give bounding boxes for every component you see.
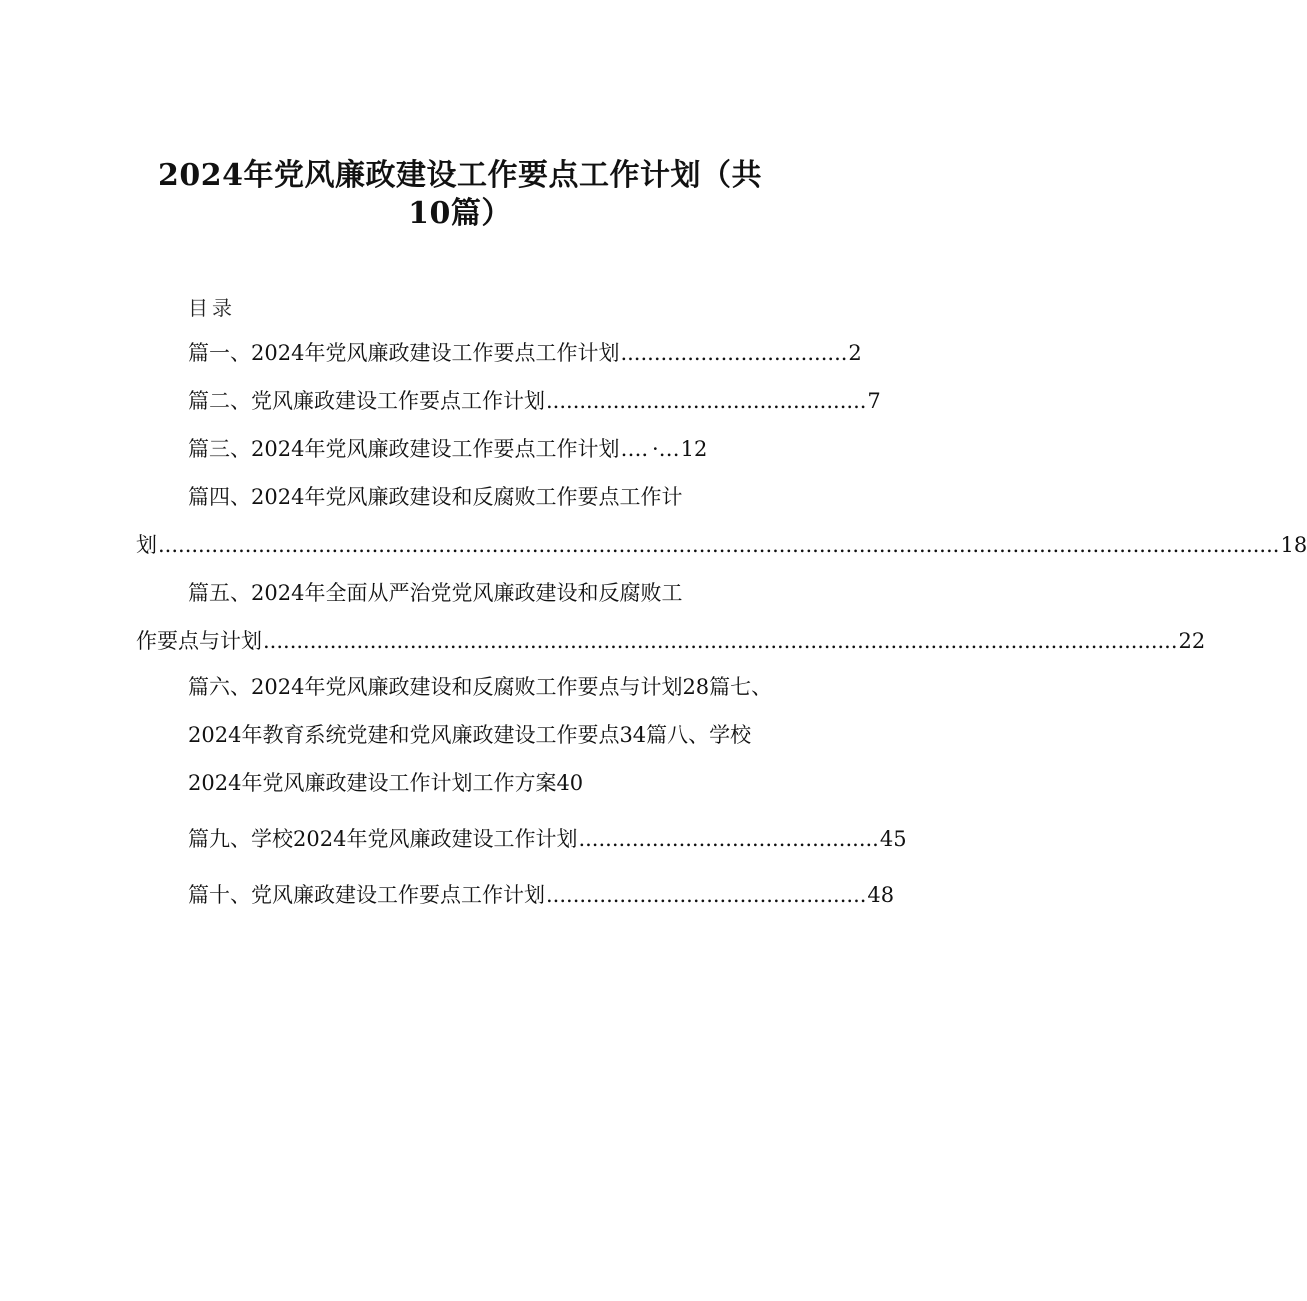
- toc-page-number: 12: [680, 437, 708, 461]
- toc-heading: 目录: [188, 296, 236, 320]
- toc-entry-title: 篇九、学校2024年党风廉政建设工作计划: [188, 827, 578, 851]
- toc-leader-dots: .........................................................................................................................................: [263, 629, 1178, 653]
- toc-leader-dots: ................................................: [546, 883, 867, 907]
- toc-entry-title: 作要点与计划: [136, 629, 262, 653]
- toc-entry-6-line[interactable]: 篇六、2024年党风廉政建设和反腐败工作要点与计划28篇七、: [188, 675, 773, 699]
- toc-page-number: 22: [1178, 629, 1206, 653]
- toc-entry-title: 篇一、2024年党风廉政建设工作要点工作计划: [188, 341, 620, 365]
- toc-entry-10[interactable]: [188, 880, 895, 910]
- toc-page-number: 7: [867, 389, 881, 413]
- toc-entry-8-line[interactable]: 2024年党风廉政建设工作计划工作方案40: [188, 771, 584, 795]
- toc-entry-4-line-1[interactable]: 篇四、2024年党风廉政建设和反腐败工作要点工作计: [188, 485, 683, 509]
- toc-entry-title: 划: [136, 533, 157, 557]
- toc-page-number: 18: [1280, 533, 1307, 557]
- toc-entry-9[interactable]: [188, 824, 907, 854]
- toc-entry-title: 篇三、2024年党风廉政建设工作要点工作计划: [188, 437, 620, 461]
- toc-entry-3[interactable]: [188, 434, 758, 464]
- toc-page-number: 2: [848, 341, 862, 365]
- toc-entry-title: 篇十、党风廉政建设工作要点工作计划: [188, 883, 545, 907]
- toc-page-number: 48: [867, 883, 895, 907]
- toc-entry-7-line[interactable]: 2024年教育系统党建和党风廉政建设工作要点34篇八、学校: [188, 723, 752, 747]
- toc-leader-dots: .............................................: [578, 827, 879, 851]
- toc-entry-2[interactable]: [188, 386, 881, 416]
- toc-entry-title: 篇二、党风廉政建设工作要点工作计划: [188, 389, 545, 413]
- document-title-line-1: 2024年党风廉政建设工作要点工作计划（共: [158, 158, 762, 193]
- toc-entry-1[interactable]: [188, 338, 862, 368]
- toc-leader-dots: ..................................: [620, 341, 848, 365]
- toc-entry-5-line-1[interactable]: 篇五、2024年全面从严治党党风廉政建设和反腐败工: [188, 581, 683, 605]
- toc-page-number: 45: [879, 827, 907, 851]
- toc-leader-dots: …．·…: [620, 437, 680, 461]
- toc-leader-dots: ................................................: [546, 389, 867, 413]
- toc-entry-5-line-2[interactable]: [136, 626, 1206, 656]
- toc-entry-4-line-2[interactable]: [136, 530, 1307, 560]
- document-title-line-2: 10篇）: [408, 196, 512, 231]
- toc-leader-dots: ........................................................................................................................................................................: [158, 533, 1280, 557]
